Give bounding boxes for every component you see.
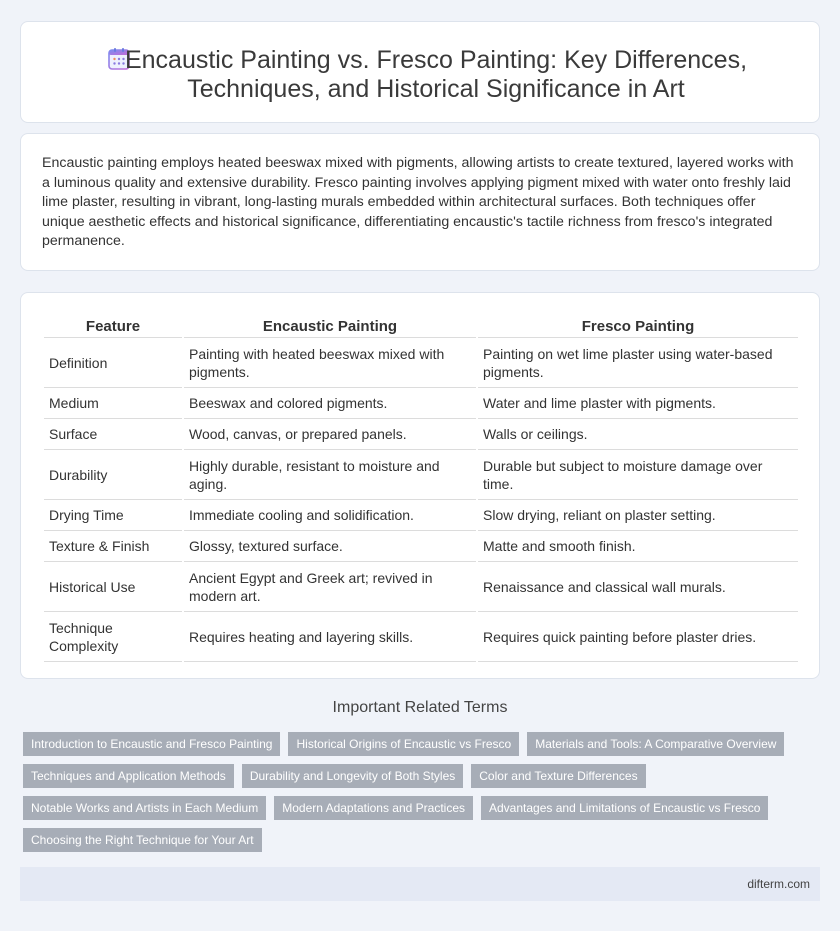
fresco-cell: Painting on wet lime plaster using water-based pigments. xyxy=(478,338,798,388)
related-terms-list xyxy=(23,732,803,852)
related-term-tag[interactable]: Color and Texture Differences xyxy=(471,764,645,788)
table-row xyxy=(44,388,798,419)
table-header-row xyxy=(44,316,798,338)
intro-paragraph: Encaustic painting employs heated beeswax mixed with pigments, allowing artists to create textured, layered works with a luminous quality and extensive durability. Fresco painting involves applying pigment mixed with water onto freshly laid lime plaster, resulting in vibrant, long-lasting murals embedded within architectural surfaces. Both techniques offer unique aesthetic effects and historical significance, differentiating encaustic's tactile richness from fresco's integrated permanence. xyxy=(42,155,794,250)
feature-cell: Technique Complexity xyxy=(44,612,182,662)
fresco-cell: Matte and smooth finish. xyxy=(478,531,798,562)
related-term-tag[interactable]: Notable Works and Artists in Each Medium xyxy=(23,796,266,820)
encaustic-cell: Glossy, textured surface. xyxy=(184,531,476,562)
encaustic-cell: Painting with heated beeswax mixed with pigments. xyxy=(184,338,476,388)
table-row xyxy=(44,419,798,450)
related-term-tag[interactable]: Techniques and Application Methods xyxy=(23,764,234,788)
title-card xyxy=(20,21,820,123)
encaustic-cell: Highly durable, resistant to moisture and aging. xyxy=(184,450,476,500)
comparison-table xyxy=(42,316,800,662)
header-fresco: Fresco Painting xyxy=(478,316,798,338)
related-term-tag[interactable]: Durability and Longevity of Both Styles xyxy=(242,764,463,788)
feature-cell: Texture & Finish xyxy=(44,531,182,562)
table-row xyxy=(44,531,798,562)
table-row xyxy=(44,612,798,662)
feature-cell: Definition xyxy=(44,338,182,388)
encaustic-cell: Ancient Egypt and Greek art; revived in modern art. xyxy=(184,562,476,612)
related-term-tag[interactable]: Choosing the Right Technique for Your Art xyxy=(23,828,262,852)
footer-site-link[interactable]: difterm.com xyxy=(747,877,810,891)
table-row xyxy=(44,450,798,500)
table-row xyxy=(44,338,798,388)
fresco-cell: Requires quick painting before plaster dries. xyxy=(478,612,798,662)
intro-card xyxy=(20,133,820,271)
related-term-tag[interactable]: Modern Adaptations and Practices xyxy=(274,796,473,820)
comparison-card xyxy=(20,292,820,679)
related-term-tag[interactable]: Materials and Tools: A Comparative Overview xyxy=(527,732,784,756)
header-feature: Feature xyxy=(44,316,182,338)
footer xyxy=(20,867,820,901)
related-term-tag[interactable]: Introduction to Encaustic and Fresco Painting xyxy=(23,732,280,756)
feature-cell: Medium xyxy=(44,388,182,419)
related-term-tag[interactable]: Historical Origins of Encaustic vs Fresco xyxy=(288,732,519,756)
table-row xyxy=(44,562,798,612)
encaustic-cell: Beeswax and colored pigments. xyxy=(184,388,476,419)
feature-cell: Durability xyxy=(44,450,182,500)
table-row xyxy=(44,500,798,531)
encaustic-cell: Immediate cooling and solidification. xyxy=(184,500,476,531)
related-terms-title: Important Related Terms xyxy=(332,699,508,716)
encaustic-cell: Wood, canvas, or prepared panels. xyxy=(184,419,476,450)
fresco-cell: Water and lime plaster with pigments. xyxy=(478,388,798,419)
feature-cell: Historical Use xyxy=(44,562,182,612)
fresco-cell: Walls or ceilings. xyxy=(478,419,798,450)
related-term-tag[interactable]: Advantages and Limitations of Encaustic vs Fresco xyxy=(481,796,768,820)
fresco-cell: Renaissance and classical wall murals. xyxy=(478,562,798,612)
page-title: Encaustic Painting vs. Fresco Painting: Key Differences, Techniques, and Historical Significance in Art xyxy=(124,46,748,103)
header-encaustic: Encaustic Painting xyxy=(184,316,476,338)
encaustic-cell: Requires heating and layering skills. xyxy=(184,612,476,662)
fresco-cell: Slow drying, reliant on plaster setting. xyxy=(478,500,798,531)
feature-cell: Surface xyxy=(44,419,182,450)
feature-cell: Drying Time xyxy=(44,500,182,531)
fresco-cell: Durable but subject to moisture damage over time. xyxy=(478,450,798,500)
